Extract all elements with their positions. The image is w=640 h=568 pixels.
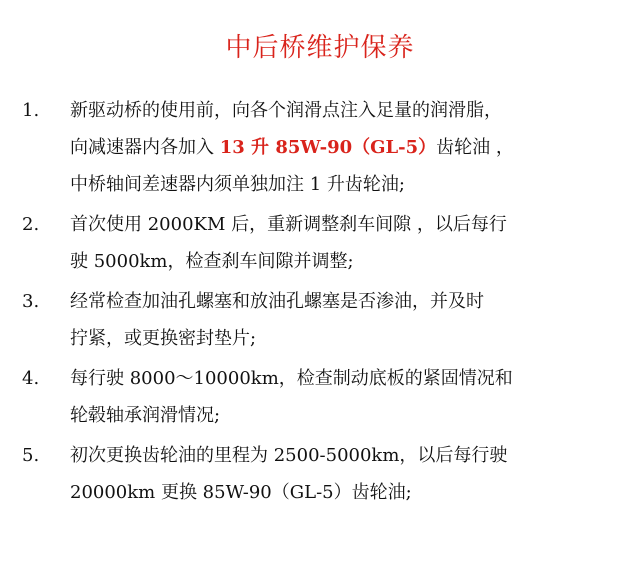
item-text-line: 轮毂轴承润滑情况; <box>70 405 221 426</box>
item-text-line: 新驱动桥的使用前，向各个润滑点注入足量的润滑脂， <box>70 100 502 121</box>
item-number: 4. <box>22 368 40 389</box>
item-text-line: 驶 5000km，检查刹车间隙并调整; <box>70 251 354 272</box>
item-number: 3. <box>22 291 40 312</box>
item-text-line: 拧紧，或更换密封垫片; <box>70 328 257 349</box>
item-text-line: 20000km 更换 85W-90（GL-5）齿轮油; <box>70 482 412 503</box>
highlighted-oil-spec: 13 升 85W-90（GL-5） <box>219 137 437 158</box>
item-text-segment: 齿轮油 ， <box>436 137 514 158</box>
item-text-line: 中桥轴间差速器内须单独加注 1 升齿轮油; <box>70 174 405 195</box>
item-text-segment: 向减速器内各加入 <box>70 137 220 158</box>
maintenance-list <box>22 92 622 514</box>
item-text-line: 首次使用 2000KM 后，重新调整刹车间隙 ，以后每行 <box>70 214 507 235</box>
list-item <box>22 283 622 357</box>
item-text-line: 初次更换齿轮油的里程为 2500-5000km，以后每行驶 <box>70 445 508 466</box>
page-title: 中后桥维护保养 <box>225 33 415 63</box>
list-item <box>22 437 622 511</box>
item-text-line <box>70 129 622 166</box>
item-number: 2. <box>22 214 40 235</box>
list-item <box>22 206 622 280</box>
item-number: 1. <box>22 100 40 121</box>
item-number: 5. <box>22 445 40 466</box>
list-item <box>22 92 622 203</box>
item-text-line: 经常检查加油孔螺塞和放油孔螺塞是否渗油，并及时 <box>70 291 484 312</box>
item-text-line: 每行驶 8000～10000km，检查制动底板的紧固情况和 <box>70 368 513 389</box>
list-item <box>22 360 622 434</box>
